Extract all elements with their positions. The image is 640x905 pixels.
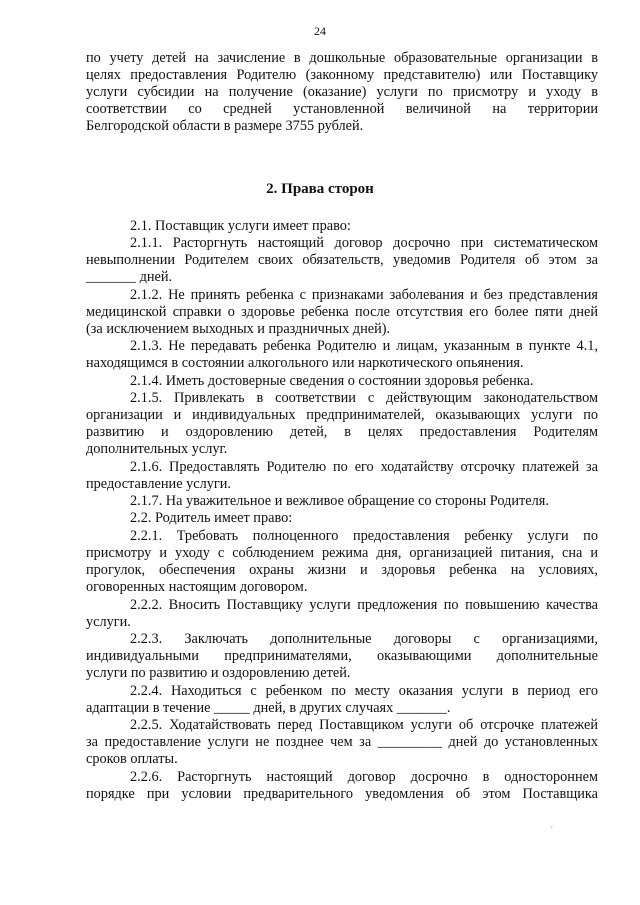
paragraph-line: услуги по развитию и оздоровлению детей. (86, 665, 351, 681)
paragraph-line: 2.2. Родитель имеет право: (130, 510, 293, 526)
paragraph-line: (за исключением выходных и праздничных дней). (86, 321, 391, 337)
paragraph-line: 2.1.1. Расторгнуть настоящий договор досрочно при систематическом (130, 235, 598, 251)
paragraph-line: по учету детей на зачисление в дошкольные образовательные организации в (86, 50, 598, 66)
paragraph-line: целях предоставления Родителю (законному представителю) или Поставщику (86, 67, 598, 83)
paragraph-line: 2.2.4. Находиться с ребенком по месту оказания услуги в период его (130, 683, 598, 699)
paragraph-line: услуги субсидии на получение (оказание) услуги по присмотру и уходу в (86, 84, 598, 100)
paragraph-line: сроков оплаты. (86, 751, 178, 767)
paragraph-line: 2.2.2. Вносить Поставщику услуги предложения по повышению качества (130, 597, 598, 613)
paragraph-line: невыполнении Родителем своих обязательств, уведомив Родителя об этом за (86, 252, 598, 268)
paragraph-line: Белгородской области в размере 3755 рублей. (86, 118, 364, 134)
paragraph-line: 2.2.1. Требовать полноценного предоставления ребенку услуги по (130, 528, 598, 544)
paragraph-line: 2.1.3. Не передавать ребенка Родителю и лицам, указанным в пункте 4.1, (130, 338, 598, 354)
paragraph-line: 2.2.5. Ходатайствовать перед Поставщиком услуги об отсрочке платежей (130, 717, 598, 733)
paragraph-line: 2.1. Поставщик услуги имеет право: (130, 218, 351, 234)
paragraph-line: оговоренных настоящим договором. (86, 579, 308, 595)
scan-speck: ´ (550, 826, 554, 837)
paragraph-line: 2.1.6. Предоставлять Родителю по его ходатайству отсрочку платежей за (130, 459, 598, 475)
paragraph-line: дополнительных услуг. (86, 441, 228, 457)
paragraph-line: услуги. (86, 614, 131, 630)
paragraph-line: за предоставление услуги не позднее чем за _________ дней до установленных (86, 734, 598, 750)
paragraph-line: _______ дней. (86, 269, 173, 285)
paragraph-line: порядке при условии предварительного уведомления об этом Поставщика (86, 786, 598, 802)
paragraph-line: находящимся в состоянии алкогольного или наркотического опьянения. (86, 355, 524, 371)
paragraph-line: индивидуальными предпринимателями, оказывающими дополнительные (86, 648, 598, 664)
paragraph-line: 2.1.5. Привлекать в соответствии с действующим законодательством (130, 390, 598, 406)
paragraph-line: 2.1.7. На уважительное и вежливое обращение со стороны Родителя. (130, 493, 549, 509)
page-number: 24 (314, 24, 326, 38)
paragraph-line: 2.2.6. Расторгнуть настоящий договор досрочно в одностороннем (130, 769, 598, 785)
paragraph-line: соответствии со средней установленной величиной на территории (86, 101, 598, 117)
paragraph-line: предоставление услуги. (86, 476, 231, 492)
paragraph-line: 2.2.3. Заключать дополнительные договоры с организациями, (130, 631, 598, 647)
paragraph-line: медицинской справки о здоровье ребенка после отсутствия его более пяти дней (86, 304, 598, 320)
paragraph-line: прогулок, обеспечения охраны жизни и здоровья ребенка на условиях, (86, 562, 598, 578)
paragraph-line: адаптации в течение _____ дней, в других случаях _______. (86, 700, 451, 716)
paragraph-line: 2.1.2. Не принять ребенка с признаками заболевания и без представления (130, 287, 598, 303)
paragraph-line: развитию и оздоровлению детей, в целях предоставления Родителям (86, 424, 598, 440)
paragraph-line: присмотру и уходу с соблюдением режима дня, организацией питания, сна и (86, 545, 598, 561)
section-title: 2. Права сторон (266, 181, 374, 197)
paragraph-line: 2.1.4. Иметь достоверные сведения о состоянии здоровья ребенка. (130, 373, 534, 389)
paragraph-line: организации и индивидуальных предпринимателей, оказывающих услуги по (86, 407, 598, 423)
